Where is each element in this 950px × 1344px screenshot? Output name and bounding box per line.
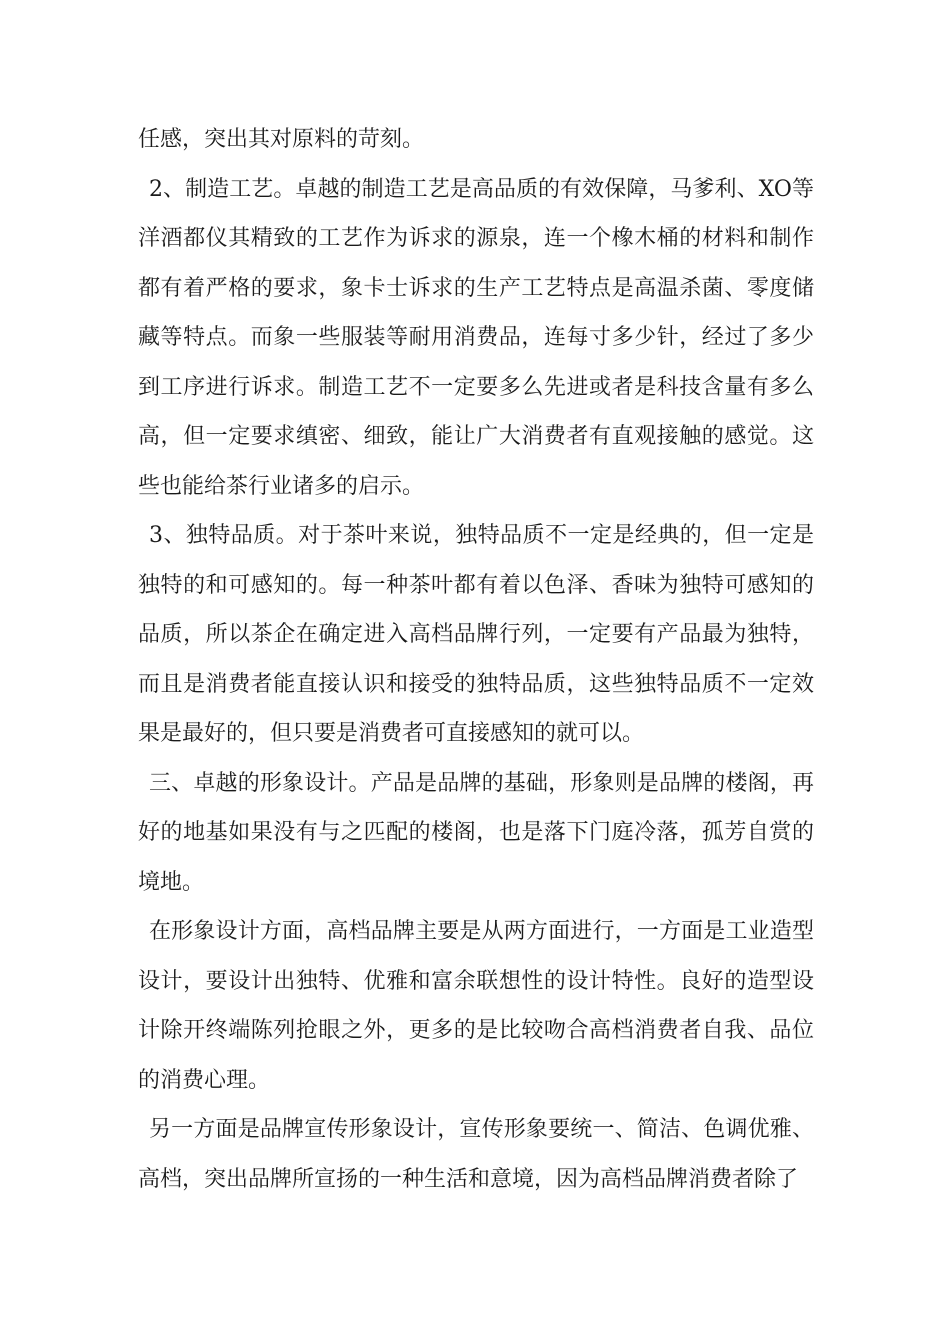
paragraph-manufacturing-process: 2、制造工艺。卓越的制造工艺是高品质的有效保障，马爹利、XO等洋酒都仪其精致的工艺作为诉求的源泉，连一个橡木桶的材料和制作都有着严格的要求，象卡士诉求的生产工艺特点是高温杀菌、零度储藏等特点。而象一些服装等耐用消费品，连每寸多少针，经过了多少到工序进行诉求。制造工艺不一定要多么先进或者是科技含量有多么高，但一定要求缜密、细致，能让广大消费者有直观接触的感觉。这些也能给茶行业诸多的启示。 [138,176,814,499]
paragraph-industrial-design: 在形象设计方面，高档品牌主要是从两方面进行，一方面是工业造型设计，要设计出独特、优雅和富余联想性的设计特性。良好的造型设计除开终端陈列抢眼之外，更多的是比较吻合高档消费者自我、品位的消费心理。 [138,919,814,1093]
document-body [138,115,814,1204]
paragraph-brand-promotion: 另一方面是品牌宣传形象设计，宣传形象要统一、简洁、色调优雅、高档，突出品牌所宣扬的一种生活和意境，因为高档品牌消费者除了 [138,1117,814,1192]
paragraph-raw-material-ending: 任感，突出其对原料的苛刻。 [138,127,425,152]
paragraph-unique-quality: 3、独特品质。对于茶叶来说，独特品质不一定是经典的，但一定是独特的和可感知的。每一种茶叶都有着以色泽、香味为独特可感知的品质，所以茶企在确定进入高档品牌行列，一定要有产品最为独特，而且是消费者能直接认识和接受的独特品质，这些独特品质不一定效果是最好的，但只要是消费者可直接感知的就可以。 [138,523,814,746]
paragraph-image-design: 三、卓越的形象设计。产品是品牌的基础，形象则是品牌的楼阁，再好的地基如果没有与之匹配的楼阁，也是落下门庭冷落，孤芳自赏的境地。 [138,770,814,895]
